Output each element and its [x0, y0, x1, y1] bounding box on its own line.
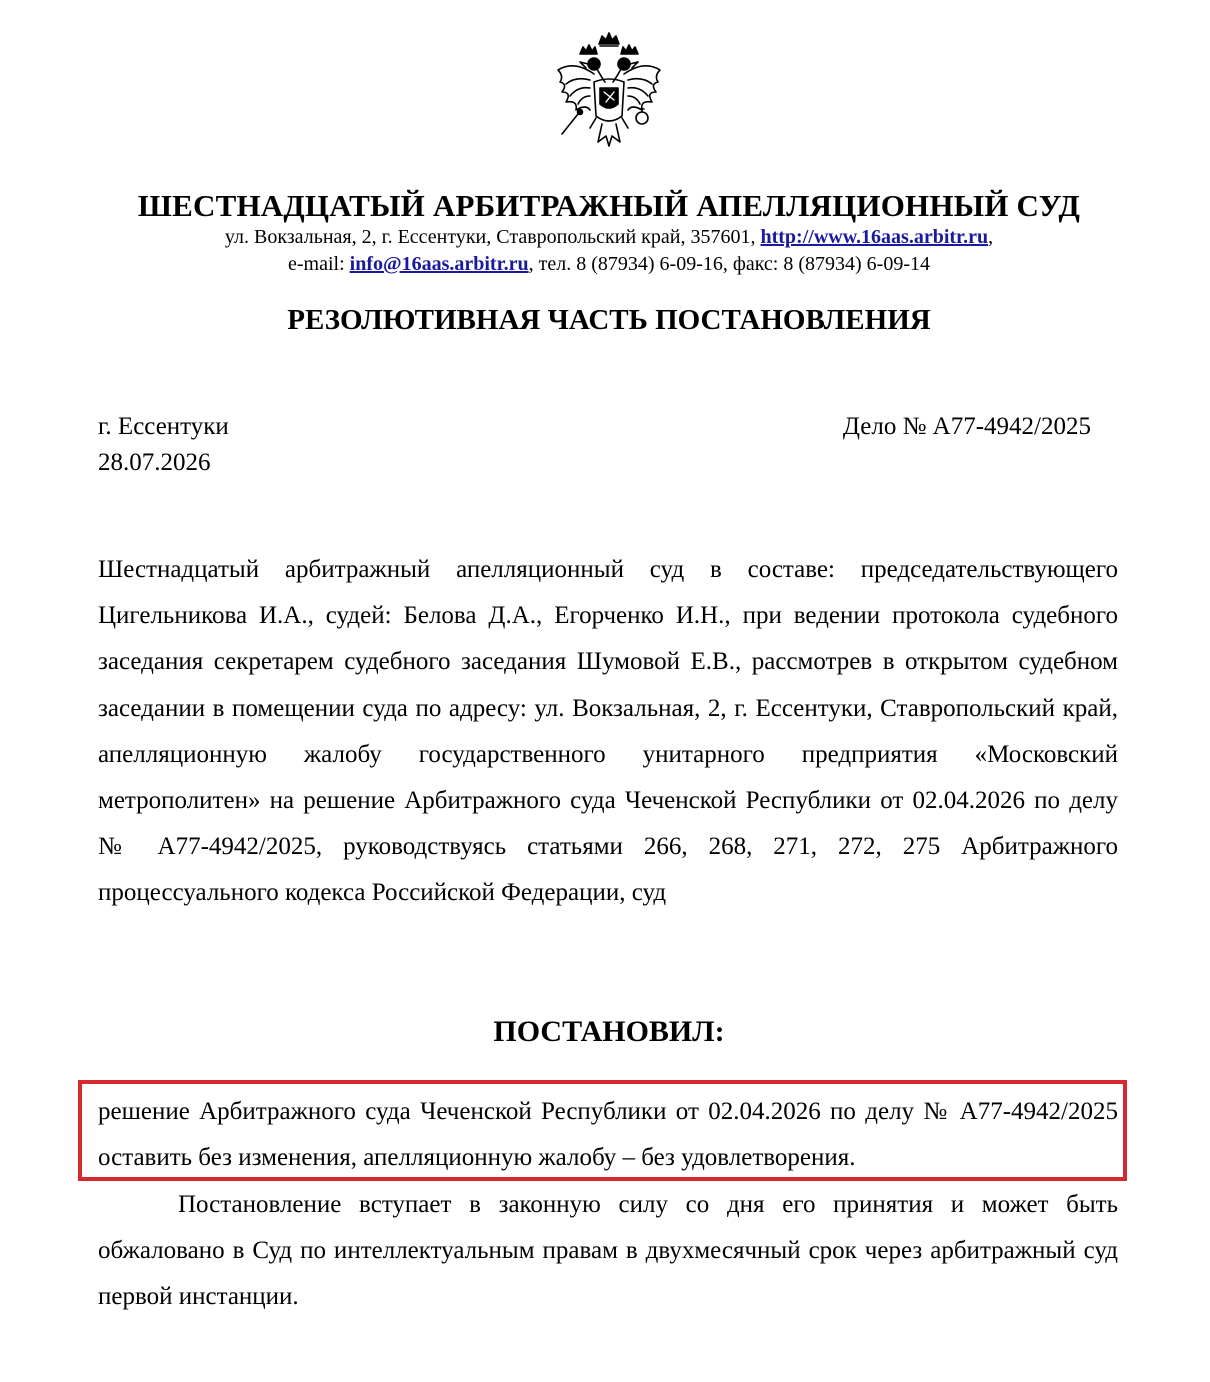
email-label: e-mail:	[288, 253, 350, 275]
court-contacts	[0, 224, 1210, 278]
contact-line	[0, 251, 1210, 278]
email-link[interactable]: info@16aas.arbitr.ru	[349, 253, 529, 275]
final-paragraph: Постановление вступает в законную силу со дня его принятия и может быть обжаловано в Суд по интеллектуальным правам в двухмесячный срок через арбитражный суд первой инстанции.	[98, 1191, 1118, 1311]
russian-coat-of-arms-icon	[550, 30, 668, 152]
case-number: Дело № А77-4942/2025	[842, 413, 1091, 440]
address-text: ул. Вокзальная, 2, г. Ессентуки, Ставропольский край, 357601,	[224, 226, 761, 248]
phone-fax: , тел. 8 (87934) 6-09-16, факс: 8 (87934) 6-09-14	[528, 253, 930, 275]
ruling-paragraph: решение Арбитражного суда Чеченской Республики от 02.04.2026 по делу № А77-4942/2025 оставить без изменения, апелляционную жалобу – без удовлетворения.	[98, 1098, 1118, 1172]
ruling-heading: ПОСТАНОВИЛ:	[493, 1015, 725, 1048]
website-link[interactable]: http://www.16aas.arbitr.ru	[760, 226, 989, 248]
court-name: ШЕСТНАДЦАТЫЙ АРБИТРАЖНЫЙ АПЕЛЛЯЦИОННЫЙ СУД	[137, 188, 1081, 223]
address-suffix: ,	[988, 226, 994, 248]
document-date: 28.07.2026	[98, 449, 211, 476]
document-title: РЕЗОЛЮТИВНАЯ ЧАСТЬ ПОСТАНОВЛЕНИЯ	[287, 304, 931, 336]
preamble-paragraph: Шестнадцатый арбитражный апелляционный суд в составе: председательствующего Цигельникова И.А., судей: Белова Д.А., Егорченко И.Н., при ведении протокола судебного заседания секретарем судебного заседания Шумовой Е.В., рассмотрев в открытом судебном заседании в помещении суда по адресу: ул. Вокзальная, 2, г. Ессентуки, Ставропольский край, апелляционную жалобу государственного унитарного предприятия «Московский метрополитен» на решение Арбитражного суда Чеченской Республики от 02.04.2026 по делу № А77-4942/2025, руководствуясь статьями 266, 268, 271, 272, 275 Арбитражного процессуального кодекса Российской Федерации, суд	[98, 556, 1118, 907]
address-line	[0, 224, 1210, 251]
place: г. Ессентуки	[98, 413, 229, 440]
